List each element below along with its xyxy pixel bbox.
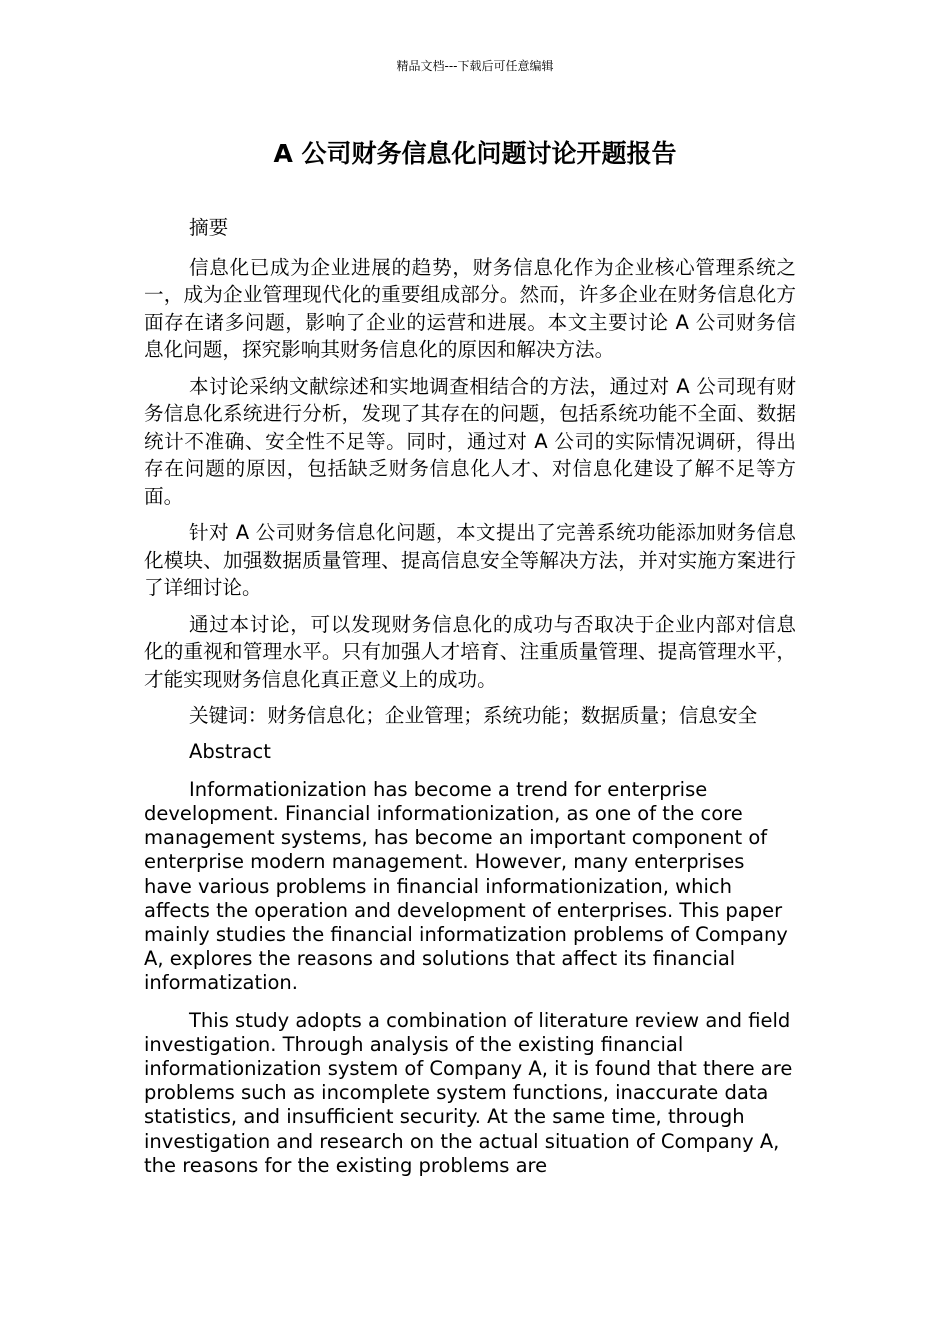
abstract-cn-paragraph: 通过本讨论，可以发现财务信息化的成功与否取决于企业内部对信息化的重视和管理水平。只有加强人才培育、注重质量管理、提高管理水平，才能实现财务信息化真正意义上的成功。 [144, 612, 796, 691]
abstract-en-paragraph: This study adopts a combination of literature review and field investigation. Through analysis of the existing financial informationization system of Company A, it is found that there are problems such as incomplete system functions, inaccurate data statistics, and insufficient security. At the same time, through investigation and research on the actual situation of Company A, the reasons for the existing problems are [144, 1008, 793, 1177]
keywords-line: 关键词：财务信息化；企业管理；系统功能；数据质量；信息安全 [189, 704, 758, 727]
page-header-note: 精品文档---下载后可任意编辑 [396, 59, 554, 73]
abstract-cn-heading: 摘要 [189, 216, 229, 239]
document-title: A 公司财务信息化问题讨论开题报告 [273, 139, 677, 168]
abstract-en-heading: Abstract [189, 739, 271, 763]
abstract-cn-paragraph: 针对 A 公司财务信息化问题，本文提出了完善系统功能添加财务信息化模块、加强数据质量管理、提高信息安全等解决方法，并对实施方案进行了详细讨论。 [144, 521, 796, 599]
abstract-cn-paragraph: 本讨论采纳文献综述和实地调查相结合的方法，通过对 A 公司现有财务信息化系统进行分析，发现了其存在的问题，包括系统功能不全面、数据统计不准确、安全性不足等。同时，通过对 A 公司的实际情况调研，得出存在问题的原因，包括缺乏财务信息化人才、对信息化建设了解不足等方面。 [144, 374, 796, 508]
abstract-en-paragraph: Informationization has become a trend for enterprise development. Financial informationization, as one of the core management systems, has become an important component of enterprise modern management. However, many enterprises have various problems in financial informationization, which affects the operation and development of enterprises. This paper mainly studies the financial informatization problems of Company A, explores the reasons and solutions that affect its financial informatization. [144, 777, 788, 995]
document-body [144, 214, 796, 1191]
abstract-cn-paragraph: 信息化已成为企业进展的趋势，财务信息化作为企业核心管理系统之一，成为企业管理现代化的重要组成部分。然而，许多企业在财务信息化方面存在诸多问题，影响了企业的运营和进展。本文主要讨论 A 公司财务信息化问题，探究影响其财务信息化的原因和解决方法。 [144, 255, 796, 361]
